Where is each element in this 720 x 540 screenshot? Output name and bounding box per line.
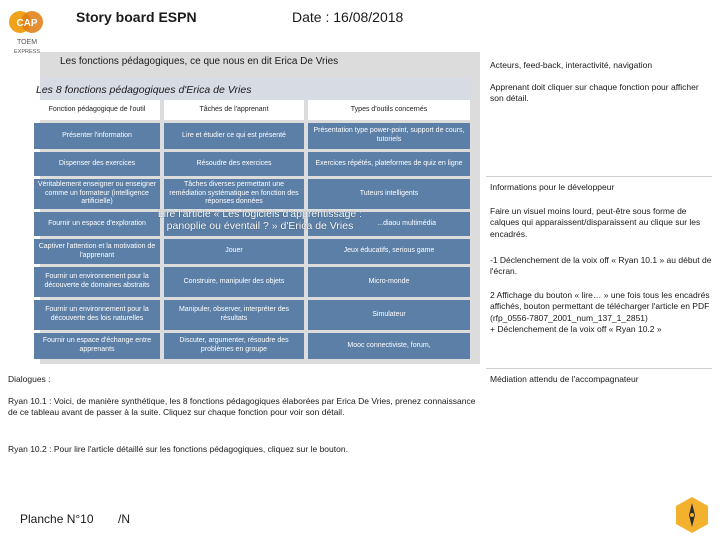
tools-cell: Exercices répétés, plateformes de quiz en ligne <box>308 152 470 176</box>
tasks-cell: Manipuler, observer, interpréter des résultats <box>164 300 304 330</box>
tasks-cell: Tâches diverses permettant une remédiation systématique en fonction des réponses données <box>164 179 304 209</box>
dialogue-line: Ryan 10.2 : Pour lire l'article détaillé sur les fonctions pédagogiques, cliquez sur le bouton. <box>8 444 348 454</box>
actors-label: Acteurs, feed-back, interactivité, navigation <box>490 60 653 70</box>
tasks-cell: Discuter, argumenter, résoudre des problèmes en groupe <box>164 333 304 359</box>
header-tools: Types d'outils concernés <box>308 100 470 120</box>
tools-cell: Simulateur <box>308 300 470 330</box>
header-tasks: Tâches de l'apprenant <box>164 100 304 120</box>
storyboard-date: Date : 16/08/2018 <box>292 9 404 25</box>
function-cell[interactable]: Présenter l'information <box>34 123 160 149</box>
header-function: Fonction pédagogique de l'outil <box>34 100 160 120</box>
dialogue-line: Ryan 10.1 : Voici, de manière synthétique, les 8 fonctions pédagogiques élaborées par Erica De Vries, prenez connaissance de ce tableau avant de passer à la suite. Cliquez sur chaque fonction pour voir son détail. <box>8 396 476 418</box>
table-row[interactable] <box>34 239 470 264</box>
developer-step-2: 2 Affichage du bouton « lire… » une fois tous les encadrés affichés, bouton permettant de télécharger l'article en PDF (rfp_0556-7807_2001_num_137_1_2851) + Déclenchement de la voix off « Ryan 10.2 » <box>490 290 710 335</box>
table-row[interactable] <box>34 179 470 209</box>
tasks-cell: Jouer <box>164 239 304 264</box>
function-cell[interactable]: Dispenser des exercices <box>34 152 160 176</box>
slide-total: /N <box>118 512 130 526</box>
function-cell[interactable]: Véritablement enseigner ou enseigner comme un formateur (intelligence artificielle) <box>34 179 160 209</box>
tools-cell: Présentation type power-point, support de cours, tutoriels <box>308 123 470 149</box>
function-cell[interactable]: Fournir un espace d'échange entre apprenants <box>34 333 160 359</box>
section-subtitle: Les fonctions pédagogiques, ce que nous en dit Erica De Vries <box>60 56 339 67</box>
table-row[interactable] <box>34 267 470 297</box>
company-logo <box>6 4 48 58</box>
developer-label: Informations pour le développeur <box>490 182 615 192</box>
mediation-label: Médiation attendu de l'accompagnateur <box>490 374 639 384</box>
logo-text-3: EXPRESS <box>14 49 40 55</box>
section-title: Les 8 fonctions pédagogiques d'Erica de Vries <box>36 84 252 96</box>
function-cell[interactable]: Captiver l'attention et la motivation de l'apprenant <box>34 239 160 264</box>
compass-icon <box>672 495 712 535</box>
logo-text-1: CAP <box>16 18 38 29</box>
logo-text-2: TOEM <box>16 39 38 46</box>
tools-cell: Micro-monde <box>308 267 470 297</box>
dialogues-label: Dialogues : <box>8 374 51 384</box>
developer-step-1: -1 Déclenchement de la voix off « Ryan 10.1 » au début de l'écran. <box>490 255 712 277</box>
table-row[interactable] <box>34 333 470 359</box>
table-row[interactable] <box>34 300 470 330</box>
function-cell[interactable]: Fournir un environnement pour la découverte des lois naturelles <box>34 300 160 330</box>
learner-action-text: Apprenant doit cliquer sur chaque fonction pour afficher son détail. <box>490 82 699 104</box>
table-header-row <box>34 100 470 120</box>
tasks-cell: Lire et étudier ce qui est présenté <box>164 123 304 149</box>
read-article-button[interactable]: Lire l'article « Les logiciels d'apprentissage : panoplie ou éventail ? » d'Erica de Vries <box>157 208 363 233</box>
table-row[interactable] <box>34 152 470 176</box>
storyboard-title: Story board ESPN <box>76 9 197 25</box>
function-cell[interactable]: Fournir un espace d'exploration <box>34 212 160 236</box>
divider <box>486 176 712 177</box>
developer-info: Faire un visuel moins lourd, peut-être sous forme de calques qui apparaissent/disparaissent au clique sur les encadrés. <box>490 206 701 239</box>
divider <box>486 368 712 369</box>
table-row[interactable] <box>34 123 470 149</box>
tools-cell: Tuteurs intelligents <box>308 179 470 209</box>
slide-number: Planche N°10 <box>20 512 94 526</box>
tasks-cell: Résoudre des exercices <box>164 152 304 176</box>
tools-cell: ...diaou multimédia <box>308 212 470 236</box>
tools-cell: Mooc connectiviste, forum, <box>308 333 470 359</box>
tools-cell: Jeux éducatifs, serious game <box>308 239 470 264</box>
function-cell[interactable]: Fournir un environnement pour la découverte de domaines abstraits <box>34 267 160 297</box>
tasks-cell: Construire, manipuler des objets <box>164 267 304 297</box>
